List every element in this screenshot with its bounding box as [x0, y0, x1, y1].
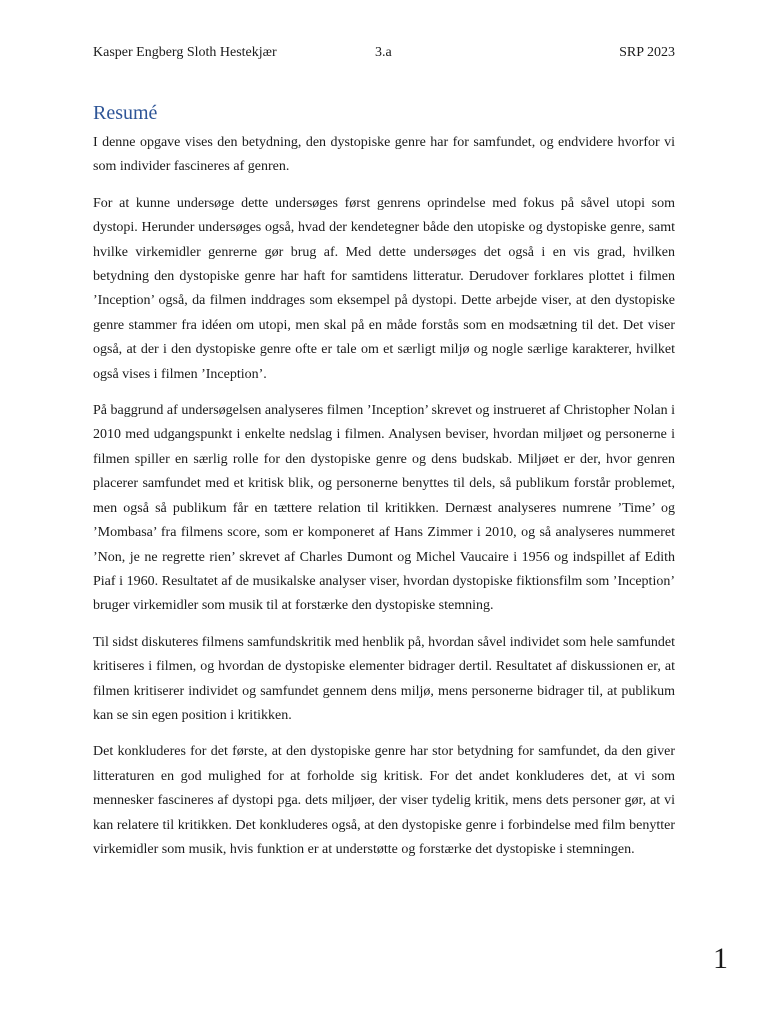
paragraph-2: For at kunne undersøge dette undersøges først genrens oprindelse med fokus på såvel utopi som dystopi. Herunder undersøges også, hvad der kendetegner både den utopiske og dystopiske genre, samt hvilke virkemidler genrerne gør brug af. Med dette undersøges det også i en vis grad, hvilken betydning den dystopiske genre har haft for samtidens litteratur. Derudover forklares plottet i filmen ’Inception’ også, da filmen inddrages som eksempel på dystopi. Dette arbejde viser, at den dystopiske genre stammer fra idéen om utopi, men skal på en måde forstås som en modsætning til det. Det viser også, at der i den dystopiske genre ofte er tale om et særligt miljø og nogle særlige karakterer, hvilket også vises i filmen ’Inception’. — [93, 195, 675, 382]
paragraph-4: Til sidst diskuteres filmens samfundskritik med henblik på, hvordan såvel individet som hele samfundet kritiseres i filmen, og hvordan de dystopiske elementer bidrager dertil. Resultatet af diskussionen er, at filmen kritiserer individet og samfundet gennem dens miljø, mens personerne bidrager til, at publikum kan se sin egen position i kritikken. — [93, 634, 675, 723]
header-document: SRP 2023 — [619, 45, 675, 60]
paragraph-5: Det konkluderes for det første, at den dystopiske genre har stor betydning for samfundet, da den giver litteraturen en god mulighed for at forholde sig kritisk. For det andet konkluderes det, at vi som mennesker fascineres af dystopi pga. dets miljøer, der viser tydelig kritik, mens dets personer gør, at vi kan relatere til kritikken. Det konkluderes også, at den dystopiske genre i forbindelse med film benytter virkemidler som musik, hvis funktion er at understøtte og forstærke det dystopiske i stemningen. — [93, 744, 675, 857]
page-header — [93, 43, 675, 63]
page-number: 1 — [713, 942, 728, 975]
header-author: Kasper Engberg Sloth Hestekjær — [93, 45, 277, 60]
paragraph-3: På baggrund af undersøgelsen analyseres filmen ’Inception’ skrevet og instrueret af Christopher Nolan i 2010 med udgangspunkt i enkelte nedslag i filmen. Analysen beviser, hvordan miljøet og personerne i filmen spiller en særlig rolle for den dystopiske genre og dens budskab. Miljøet er der, hvor genren placerer samfundet med et kritisk blik, og personerne benyttes til dels, så publikum forstår problemet, men også så publikum får en tættere relation til kritikken. Dernæst analyseres numrene ’Time’ og ’Mombasa’ fra filmens score, som er komponeret af Hans Zimmer i 2010, og så analyseres nummeret ’Non, je ne regrette rien’ skrevet af Charles Dumont og Michel Vaucaire i 1956 og indspillet af Edith Piaf i 1960. Resultatet af de musikalske analyser viser, hvordan dystopiske fiktionsfilm som ’Inception’ bruger virkemidler som musik til at forstærke den dystopiske stemning. — [93, 403, 675, 614]
resume-body — [93, 131, 675, 874]
header-class: 3.a — [375, 45, 392, 60]
section-heading: Resumé — [93, 102, 158, 124]
paragraph-1: I denne opgave vises den betydning, den dystopiske genre har for samfundet, og endvidere hvorfor vi som individer fascineres af genren. — [93, 135, 675, 175]
